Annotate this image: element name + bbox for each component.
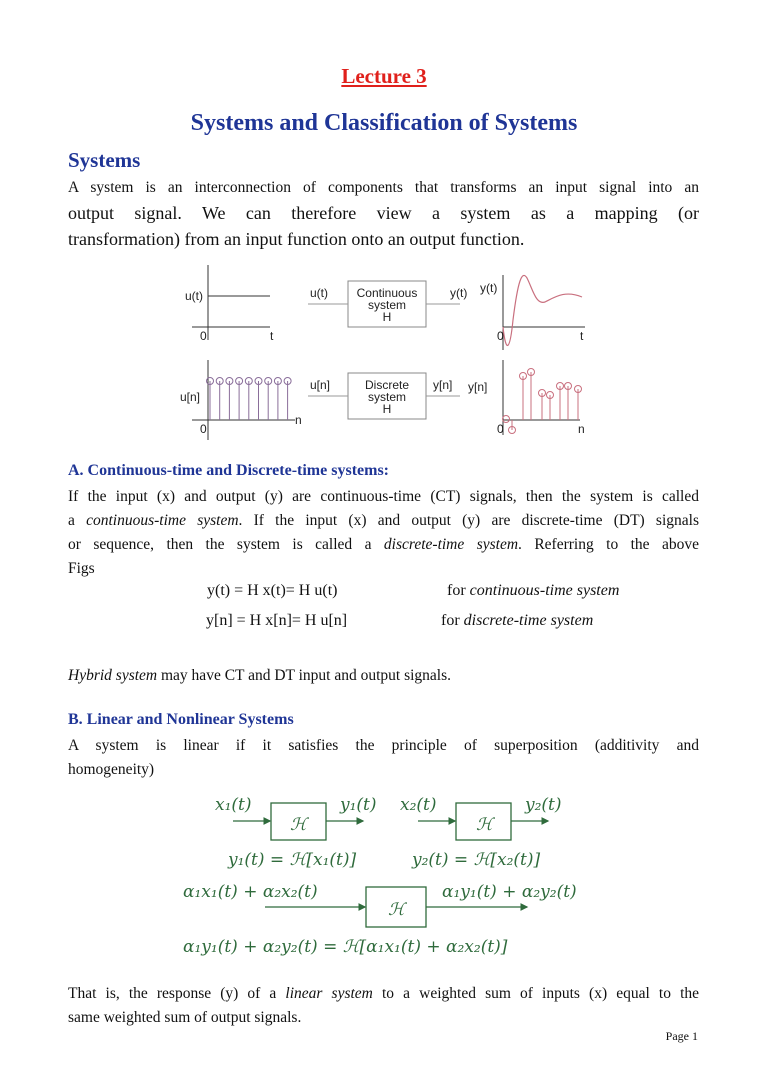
output-label: y(t) (450, 286, 468, 300)
hybrid-note: Hybrid system may have CT and DT input and output signals. (68, 667, 452, 684)
conclusion-paragraph (68, 982, 699, 1030)
origin-label: 0 (200, 329, 207, 343)
box-label: Discrete (364, 378, 410, 392)
text-line: A system is an interconnection of components that transforms an input signal into an (68, 179, 699, 196)
math-equation: y₂(t) = ℋ[x₂(t)] (412, 850, 541, 870)
math-label: x₁(t) (215, 795, 252, 815)
box-label: H (382, 402, 392, 416)
text-line: Figs (68, 560, 95, 577)
equation-ct-note: for continuous-time system (447, 582, 620, 599)
text-line: That is, the response (y) of a linear system to a weighted sum of inputs (x) equal to the (68, 985, 700, 1002)
plot-label: u[n] (180, 390, 201, 404)
axis-label: n (295, 413, 302, 427)
origin-label: 0 (200, 422, 207, 436)
page-number: Page 1 (665, 1029, 698, 1043)
section-a-paragraph (68, 485, 699, 581)
math-label: y₁(t) (340, 795, 377, 815)
axis-label: t (580, 329, 584, 343)
text-line: output signal. We can therefore view a system as a mapping (or (68, 203, 699, 223)
section-b-heading: B. Linear and Nonlinear Systems (68, 711, 294, 728)
text-line: a continuous-time system. If the input (x) and output (y) are discrete-time (DT) signals (68, 512, 699, 529)
input-label: u[n] (310, 378, 331, 392)
math-label: x₂(t) (400, 795, 437, 815)
origin-label: 0 (497, 329, 504, 343)
text-line: transformation) from an input function onto an output function. (68, 229, 525, 249)
linearity-diagram (180, 790, 600, 960)
box-label: H (382, 310, 392, 324)
math-equation: α₁y₁(t) + α₂y₂(t) (442, 882, 577, 902)
plot-label: u(t) (185, 289, 203, 303)
math-equation: α₁y₁(t) + α₂y₂(t) = ℋ[α₁x₁(t) + α₂x₂(t)] (183, 937, 508, 957)
box-label: Continuous (356, 286, 418, 300)
math-label: ℋ (476, 815, 493, 835)
box-label: system (367, 298, 407, 312)
math-label: y₂(t) (525, 795, 562, 815)
axis-label: n (578, 422, 585, 436)
input-label: u(t) (310, 286, 328, 300)
section-b-paragraph (68, 734, 699, 782)
text-line: or sequence, then the system is called a discrete-time system. Referring to the above (68, 536, 699, 553)
equation-ct: y(t) = H x(t)= H u(t) (207, 582, 338, 599)
text-line: same weighted sum of output signals. (68, 1009, 302, 1026)
text-line: A system is linear if it satisfies the principle of superposition (additivity and (68, 737, 699, 754)
plot-label: y[n] (468, 380, 488, 394)
text-line: homogeneity) (68, 761, 155, 778)
section-a-heading: A. Continuous-time and Discrete-time systems: (68, 462, 389, 479)
equation-dt: y[n] = H x[n]= H u[n] (206, 612, 348, 629)
signal-system-figure (170, 260, 600, 440)
box-label: system (367, 390, 407, 404)
math-equation: y₁(t) = ℋ[x₁(t)] (228, 850, 357, 870)
systems-paragraph (68, 176, 699, 252)
origin-label: 0 (497, 422, 504, 436)
lecture-number: Lecture 3 (341, 64, 427, 88)
plot-label: y(t) (480, 281, 498, 295)
axis-label: t (270, 329, 274, 343)
math-label: ℋ (388, 900, 405, 920)
page-title: Systems and Classification of Systems (190, 110, 578, 136)
output-label: y[n] (433, 378, 453, 392)
systems-heading: Systems (68, 148, 141, 172)
text-line: If the input (x) and output (y) are continuous-time (CT) signals, then the system is called (68, 488, 699, 505)
math-label: ℋ (290, 815, 307, 835)
equation-dt-note: for discrete-time system (441, 612, 594, 629)
math-equation: α₁x₁(t) + α₂x₂(t) (183, 882, 318, 902)
